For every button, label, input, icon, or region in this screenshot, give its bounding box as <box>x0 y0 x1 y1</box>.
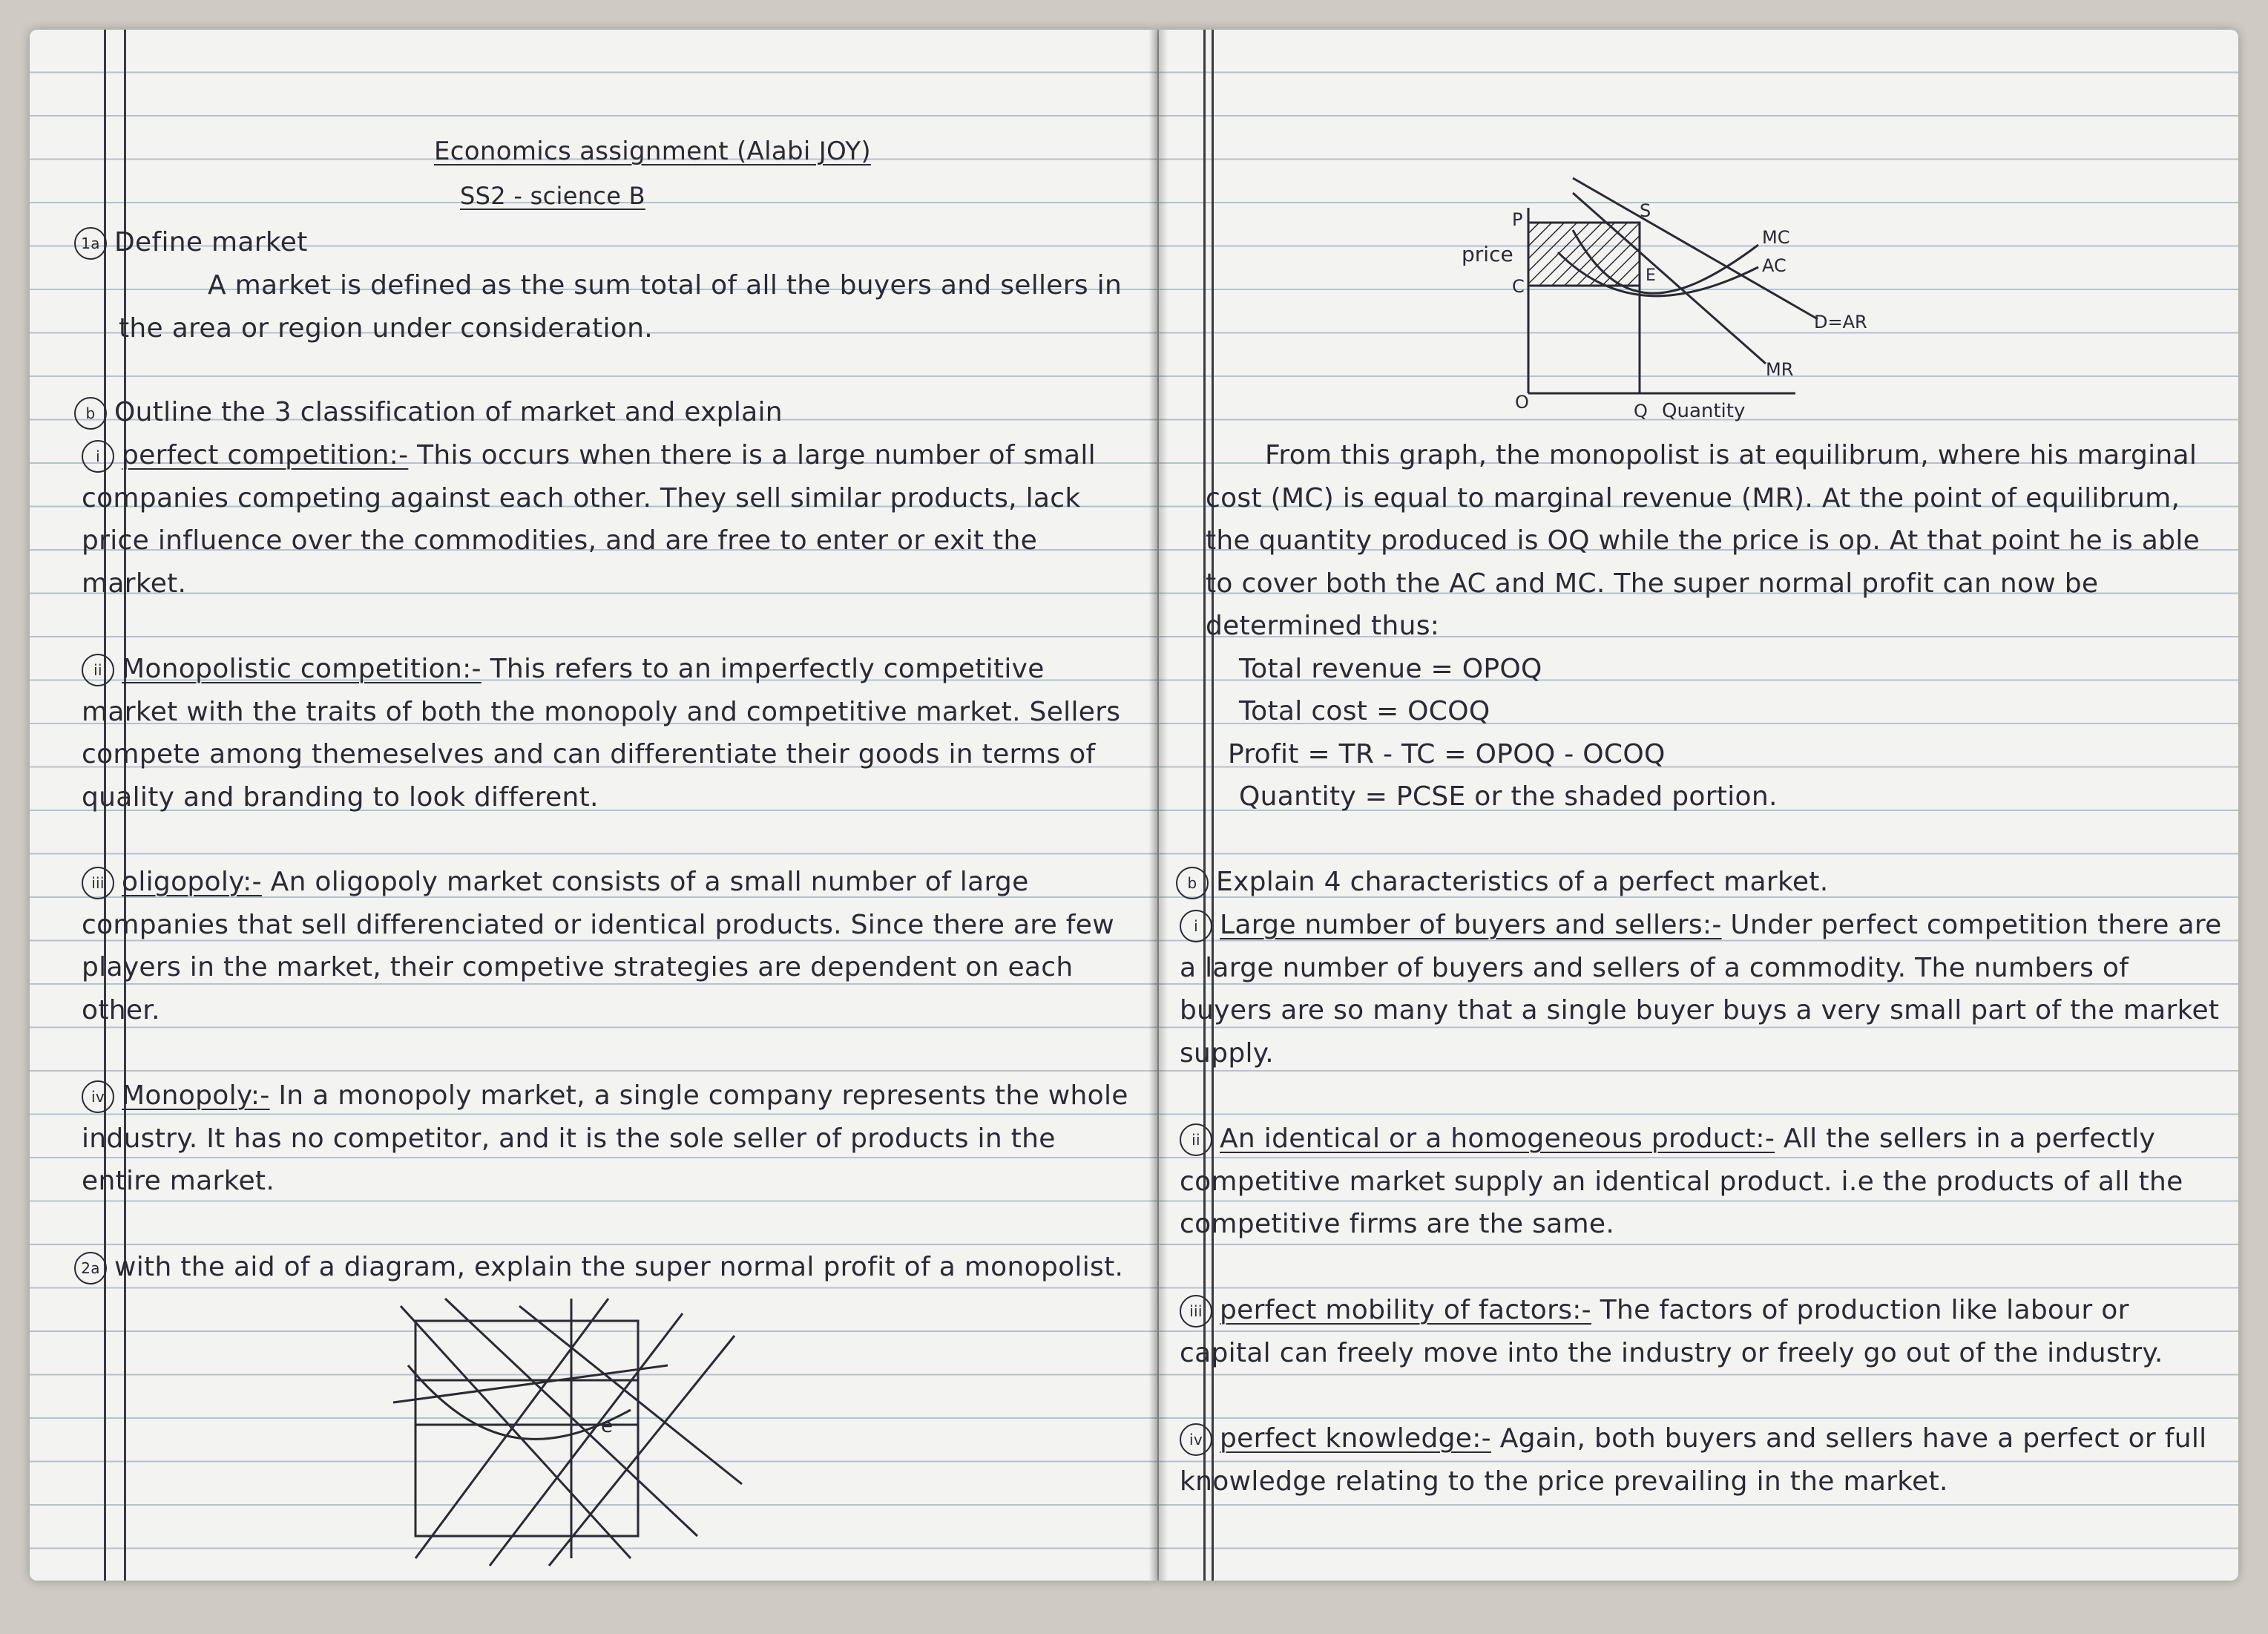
question-1b-right <box>1176 861 1828 904</box>
item-text: An oligopoly market consists of a small number of large companies that sell differenciated or identical products. Since there are few players in the market, their competive strategies are dependent on each other. <box>82 867 1114 1026</box>
question-number: 2a <box>74 1252 107 1284</box>
total-cost-line: Total cost = OCOQ <box>1239 696 1490 726</box>
item-number: iii <box>82 867 114 899</box>
item-text: The factors of production like labour or capital can freely move into the industry or freely go out of the industry. <box>1180 1295 2163 1368</box>
quantity-axis-label: Quantity <box>1662 400 1746 422</box>
item-number: ii <box>1180 1123 1212 1156</box>
question-text: Define market <box>114 227 308 257</box>
item-number: i <box>1180 910 1212 942</box>
question-number: b <box>74 397 107 430</box>
mr-label: MR <box>1766 359 1794 380</box>
sketch-diagram <box>386 1291 786 1573</box>
item-text: This refers to an imperfectly competitive market with the traits of both the monopoly and competitive market. Sellers compete among themeselves and can differentiate their goods in terms of quality and branding to look different. <box>82 654 1121 813</box>
item-heading: oligopoly:- <box>122 867 262 897</box>
q-label: Q <box>1634 401 1648 421</box>
ac-label: AC <box>1762 255 1787 276</box>
question-2a <box>74 1246 1143 1289</box>
dar-label: D=AR <box>1814 312 1867 332</box>
s-label: S <box>1640 200 1651 221</box>
question-text: Explain 4 characteristics of a perfect market. <box>1216 867 1829 897</box>
sketch-strokes <box>393 1299 742 1566</box>
question-text: Outline the 3 classification of market and explain <box>114 397 783 427</box>
item-text: In a monopoly market, a single company represents the whole industry. It has no competitor, and it is the sole seller of products in the entire market. <box>82 1080 1128 1196</box>
item-monopolistic-competition <box>82 648 1143 818</box>
assignment-title: Economics assignment (Alabi JOY) <box>434 137 871 166</box>
char-large-number <box>1180 904 2226 1074</box>
item-heading: An identical or a homogeneous product:- <box>1220 1123 1775 1154</box>
item-perfect-competition <box>82 434 1143 605</box>
shaded-profit-area <box>1528 223 1640 286</box>
o-label: O <box>1515 392 1529 413</box>
item-text: Under perfect competition there are a large number of buyers and sellers of a commodity. The numbers of buyers are so many that a single buyer buys a very small part of the market supply. <box>1180 910 2222 1069</box>
total-revenue-line: Total revenue = OPOQ <box>1239 654 1542 684</box>
item-heading: perfect knowledge:- <box>1220 1423 1491 1454</box>
item-number: iv <box>1180 1423 1212 1456</box>
monopoly-profit-graph <box>1447 163 1907 445</box>
item-number: i <box>82 440 114 473</box>
item-number: iv <box>82 1080 114 1113</box>
item-monopoly <box>82 1074 1143 1203</box>
c-label: C <box>1512 276 1525 297</box>
char-identical-product <box>1180 1118 2226 1246</box>
e-label: E <box>1646 266 1656 285</box>
question-1b <box>74 391 783 434</box>
item-number: ii <box>82 654 114 686</box>
quantity-line: Quantity = PCSE or the shaded portion. <box>1239 781 1778 812</box>
item-text: Again, both buyers and sellers have a perfect or full knowledge relating to the price prevailing in the market. <box>1180 1423 2207 1497</box>
item-heading: Monopolistic competition:- <box>122 654 481 684</box>
question-number: b <box>1176 867 1209 899</box>
question-text: with the aid of a diagram, explain the super normal profit of a monopolist. <box>114 1252 1124 1282</box>
notebook-spine <box>1148 30 1168 1581</box>
profit-line: Profit = TR - TC = OPOQ - OCOQ <box>1228 739 1666 770</box>
item-text: All the sellers in a perfectly competitive market supply an identical product. i.e the products of all the competitive firms are the same. <box>1180 1123 2183 1239</box>
answer-1a: A market is defined as the sum total of all the buyers and sellers in the area or region under consideration. <box>119 270 1123 344</box>
sketch-e-label: e <box>601 1415 613 1437</box>
item-heading: perfect competition:- <box>122 440 409 470</box>
question-number: 1a <box>74 227 107 260</box>
item-heading: Monopoly:- <box>122 1080 270 1111</box>
char-perfect-mobility <box>1180 1289 2226 1374</box>
char-perfect-knowledge <box>1180 1417 2226 1503</box>
question-1a <box>74 221 308 264</box>
mc-label: MC <box>1762 227 1790 248</box>
graph-explanation: From this graph, the monopolist is at equilibrum, where his marginal cost (MC) is equal to marginal revenue (MR). At the point of equilibrum, the quantity produced is OQ while the price is op. At that point he is able to cover both the AC and MC. The super normal profit can now be determined thus: <box>1206 440 2200 641</box>
item-text: This occurs when there is a large number of small companies competing against each other. They sell similar products, lack price influence over the commodities, and are free to enter or exit the market. <box>82 440 1096 599</box>
class-label: SS2 - science B <box>460 182 645 210</box>
price-axis-label: price <box>1462 242 1513 266</box>
p-label: P <box>1512 209 1523 230</box>
item-oligopoly <box>82 861 1143 1031</box>
item-number: iii <box>1180 1295 1212 1328</box>
item-heading: perfect mobility of factors:- <box>1220 1295 1591 1325</box>
item-heading: Large number of buyers and sellers:- <box>1220 910 1722 940</box>
